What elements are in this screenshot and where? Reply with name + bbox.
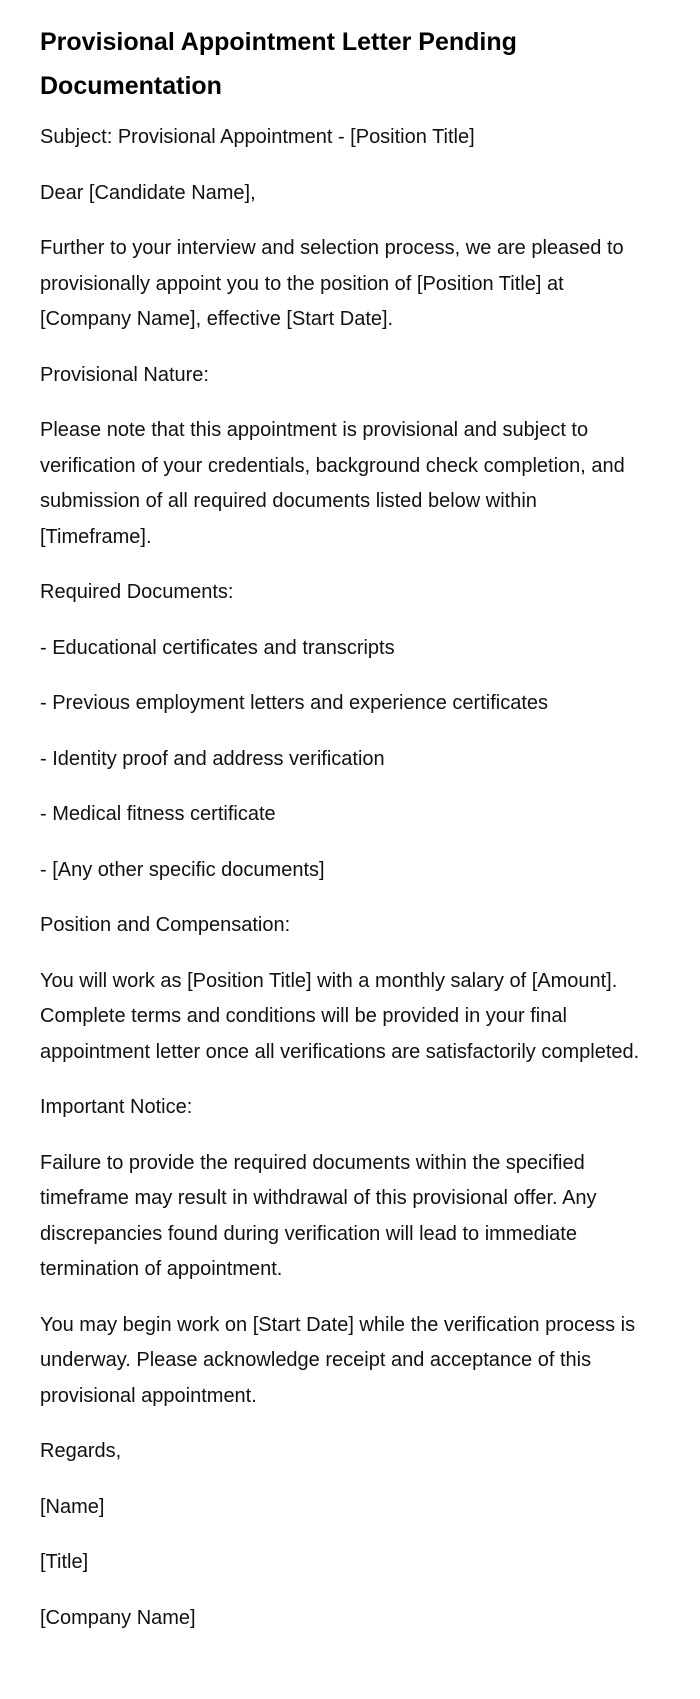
signatory-title: [Title] [40, 1551, 89, 1573]
section-heading-important-notice: Important Notice: [40, 1096, 193, 1118]
document-list-item: - Medical fitness certificate [40, 803, 276, 825]
section-heading-provisional-nature: Provisional Nature: [40, 363, 209, 386]
important-notice-paragraph: Failure to provide the required documents within the specified timeframe may result in withdrawal of this provisional offer. Any discrepancies found during verification will lead to immediate termination of appointment. [40, 1151, 597, 1280]
subject-line: Subject: Provisional Appointment - [Position Title] [40, 126, 475, 148]
document-list-item: - [Any other specific documents] [40, 858, 325, 881]
start-date-paragraph: You may begin work on [Start Date] while the verification process is underway. Please acknowledge receipt and acceptance of this provisional appointment. [40, 1313, 636, 1407]
provisional-nature-paragraph: Please note that this appointment is provisional and subject to verification of your credentials, background check completion, and submission of all required documents listed below within [Timeframe]. [40, 419, 625, 548]
signatory-company: [Company Name] [40, 1606, 196, 1629]
position-compensation-paragraph: You will work as [Position Title] with a monthly salary of [Amount]. Complete terms and conditions will be provided in your final appointment letter once all verifications are satisfactorily completed. [40, 969, 640, 1063]
intro-paragraph: Further to your interview and selection process, we are pleased to provisionally appoint you to the position of [Position Title] at [Company Name], effective [Start Date]. [40, 237, 624, 330]
document-title: Provisional Appointment Letter Pending Documentation [40, 28, 517, 100]
section-heading-position-compensation: Position and Compensation: [40, 914, 291, 936]
document-list-item: - Educational certificates and transcripts [40, 636, 395, 659]
signatory-name: [Name] [40, 1495, 105, 1518]
section-heading-required-documents: Required Documents: [40, 581, 234, 603]
document-list-item: - Identity proof and address verification [40, 747, 385, 770]
closing: Regards, [40, 1440, 122, 1462]
document-list-item: - Previous employment letters and experience certificates [40, 692, 549, 714]
salutation: Dear [Candidate Name], [40, 181, 256, 204]
